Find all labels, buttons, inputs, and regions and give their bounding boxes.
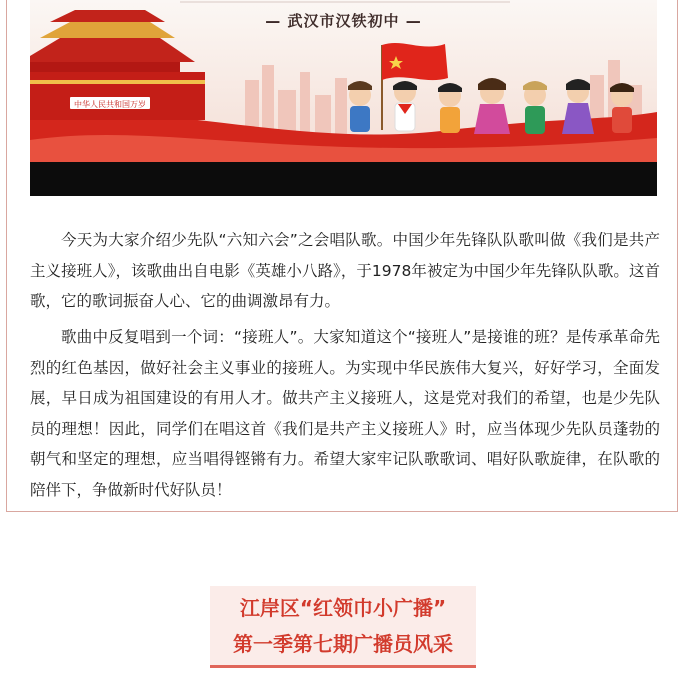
article-paragraph-2: 歌曲中反复唱到一个词：“接班人”。大家知道这个“接班人”是接谁的班？是传承革命先烈的红色基因，做好社会主义事业的接班人。为实现中华民族伟大复兴，好好学习，全面发展，早日成为祖国建设的有用人才。做共产主义接班人，这是党对我们的希望，也是少先队员的理想！因此，同学们在唱这首《我们是共产主义接班人》时，应当体现少先队员蓬勃的朝气和坚定的理想，应当唱得铿锵有力。希望大家牢记队歌歌词、唱好队歌旋律，在队歌的陪伴下，争做新时代好队员！ (30, 328, 660, 499)
section-title-box (210, 586, 476, 668)
section-title-line-1: 江岸区“红领巾小广播” (239, 596, 447, 620)
school-name: — 武汉市汉铁初中 — (265, 12, 422, 30)
section-title-line-2: 第一季第七期广播员风采 (233, 632, 453, 656)
banner-image (30, 0, 657, 196)
article-paragraph-1: 今天为大家介绍少先队“六知六会”之会唱队歌。中国少年先锋队队歌叫做《我们是共产主义接班人》，该歌曲出自电影《英雄小八路》，于1978年被定为中国少年先锋队队歌。这首歌，它的歌词振奋人心、它的曲调激昂有力。 (30, 231, 660, 310)
gate-sign-text: 中华人民共和国万岁 (74, 100, 146, 109)
